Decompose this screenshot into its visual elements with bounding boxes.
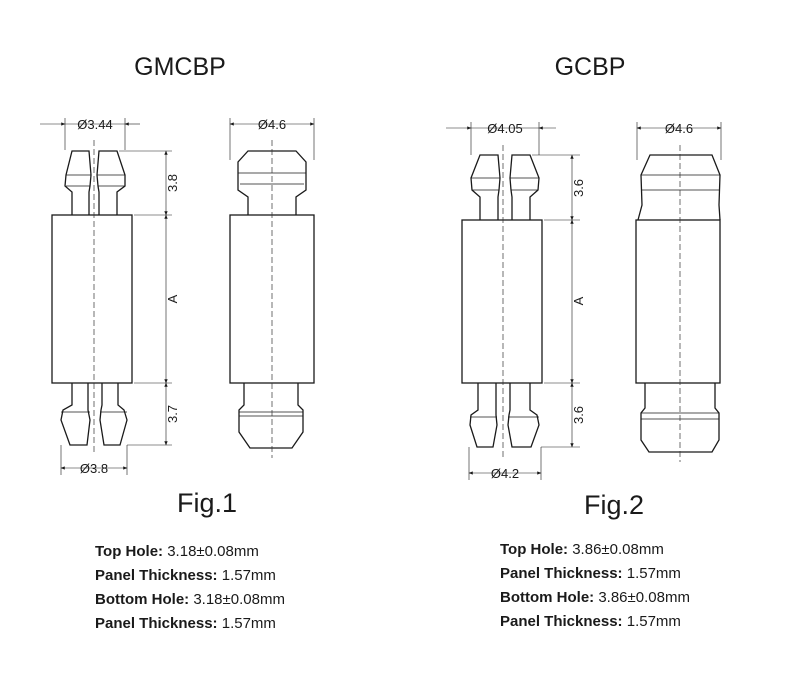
spec-row-panel-thickness bbox=[95, 564, 285, 588]
bottom-diameter-label: Ø4.2 bbox=[490, 466, 520, 481]
bottom-diameter-label: Ø3.8 bbox=[79, 461, 109, 476]
spec-row-panel-thickness bbox=[500, 610, 690, 634]
top-length-label: 3.8 bbox=[165, 173, 180, 193]
figure-2-caption: Fig.2 bbox=[583, 490, 645, 520]
spec-row-top-hole bbox=[95, 540, 285, 564]
spec-value: 3.86±0.08mm bbox=[572, 541, 664, 558]
spec-row-panel-thickness bbox=[500, 562, 690, 586]
bottom-length-label: 3.6 bbox=[571, 405, 586, 425]
figure-1-specs bbox=[95, 540, 285, 636]
spec-label: Bottom Hole: bbox=[500, 589, 595, 606]
bottom-length-label: 3.7 bbox=[165, 404, 180, 424]
spec-label: Panel Thickness: bbox=[95, 567, 218, 584]
top-diameter-label: Ø3.44 bbox=[77, 117, 113, 132]
head-diameter-label: Ø4.6 bbox=[257, 117, 287, 132]
body-length-label: A bbox=[571, 296, 586, 306]
figure-1-caption: Fig.1 bbox=[176, 488, 238, 518]
spec-row-panel-thickness bbox=[95, 612, 285, 636]
spec-value: 3.86±0.08mm bbox=[598, 589, 690, 606]
spec-row-bottom-hole bbox=[500, 586, 690, 610]
spec-row-bottom-hole bbox=[95, 588, 285, 612]
figure-1 bbox=[40, 53, 314, 518]
spec-label: Top Hole: bbox=[500, 541, 569, 558]
spec-value: 1.57mm bbox=[221, 567, 276, 584]
spec-label: Bottom Hole: bbox=[95, 591, 190, 608]
figure-2 bbox=[446, 53, 721, 520]
spec-row-top-hole bbox=[500, 538, 690, 562]
split-spacer-drawing bbox=[52, 140, 132, 455]
spec-value: 3.18±0.08mm bbox=[167, 543, 259, 560]
spec-label: Top Hole: bbox=[95, 543, 164, 560]
head-diameter-label: Ø4.6 bbox=[664, 121, 694, 136]
spec-value: 1.57mm bbox=[626, 565, 681, 582]
spec-label: Panel Thickness: bbox=[95, 615, 218, 632]
spec-label: Panel Thickness: bbox=[500, 613, 623, 630]
spec-label: Panel Thickness: bbox=[500, 565, 623, 582]
body-length-label: A bbox=[165, 294, 180, 304]
figure-2-title: GCBP bbox=[554, 53, 626, 81]
solid-spacer-drawing bbox=[230, 140, 314, 458]
figure-2-specs bbox=[500, 538, 690, 634]
solid-spacer-drawing bbox=[636, 145, 720, 462]
dimension-lines bbox=[40, 117, 314, 476]
split-spacer-drawing bbox=[462, 145, 542, 457]
spec-value: 1.57mm bbox=[221, 615, 276, 632]
top-length-label: 3.6 bbox=[571, 178, 586, 198]
spec-value: 1.57mm bbox=[626, 613, 681, 630]
top-diameter-label: Ø4.05 bbox=[487, 121, 523, 136]
spec-value: 3.18±0.08mm bbox=[193, 591, 285, 608]
figure-1-title: GMCBP bbox=[134, 53, 226, 81]
